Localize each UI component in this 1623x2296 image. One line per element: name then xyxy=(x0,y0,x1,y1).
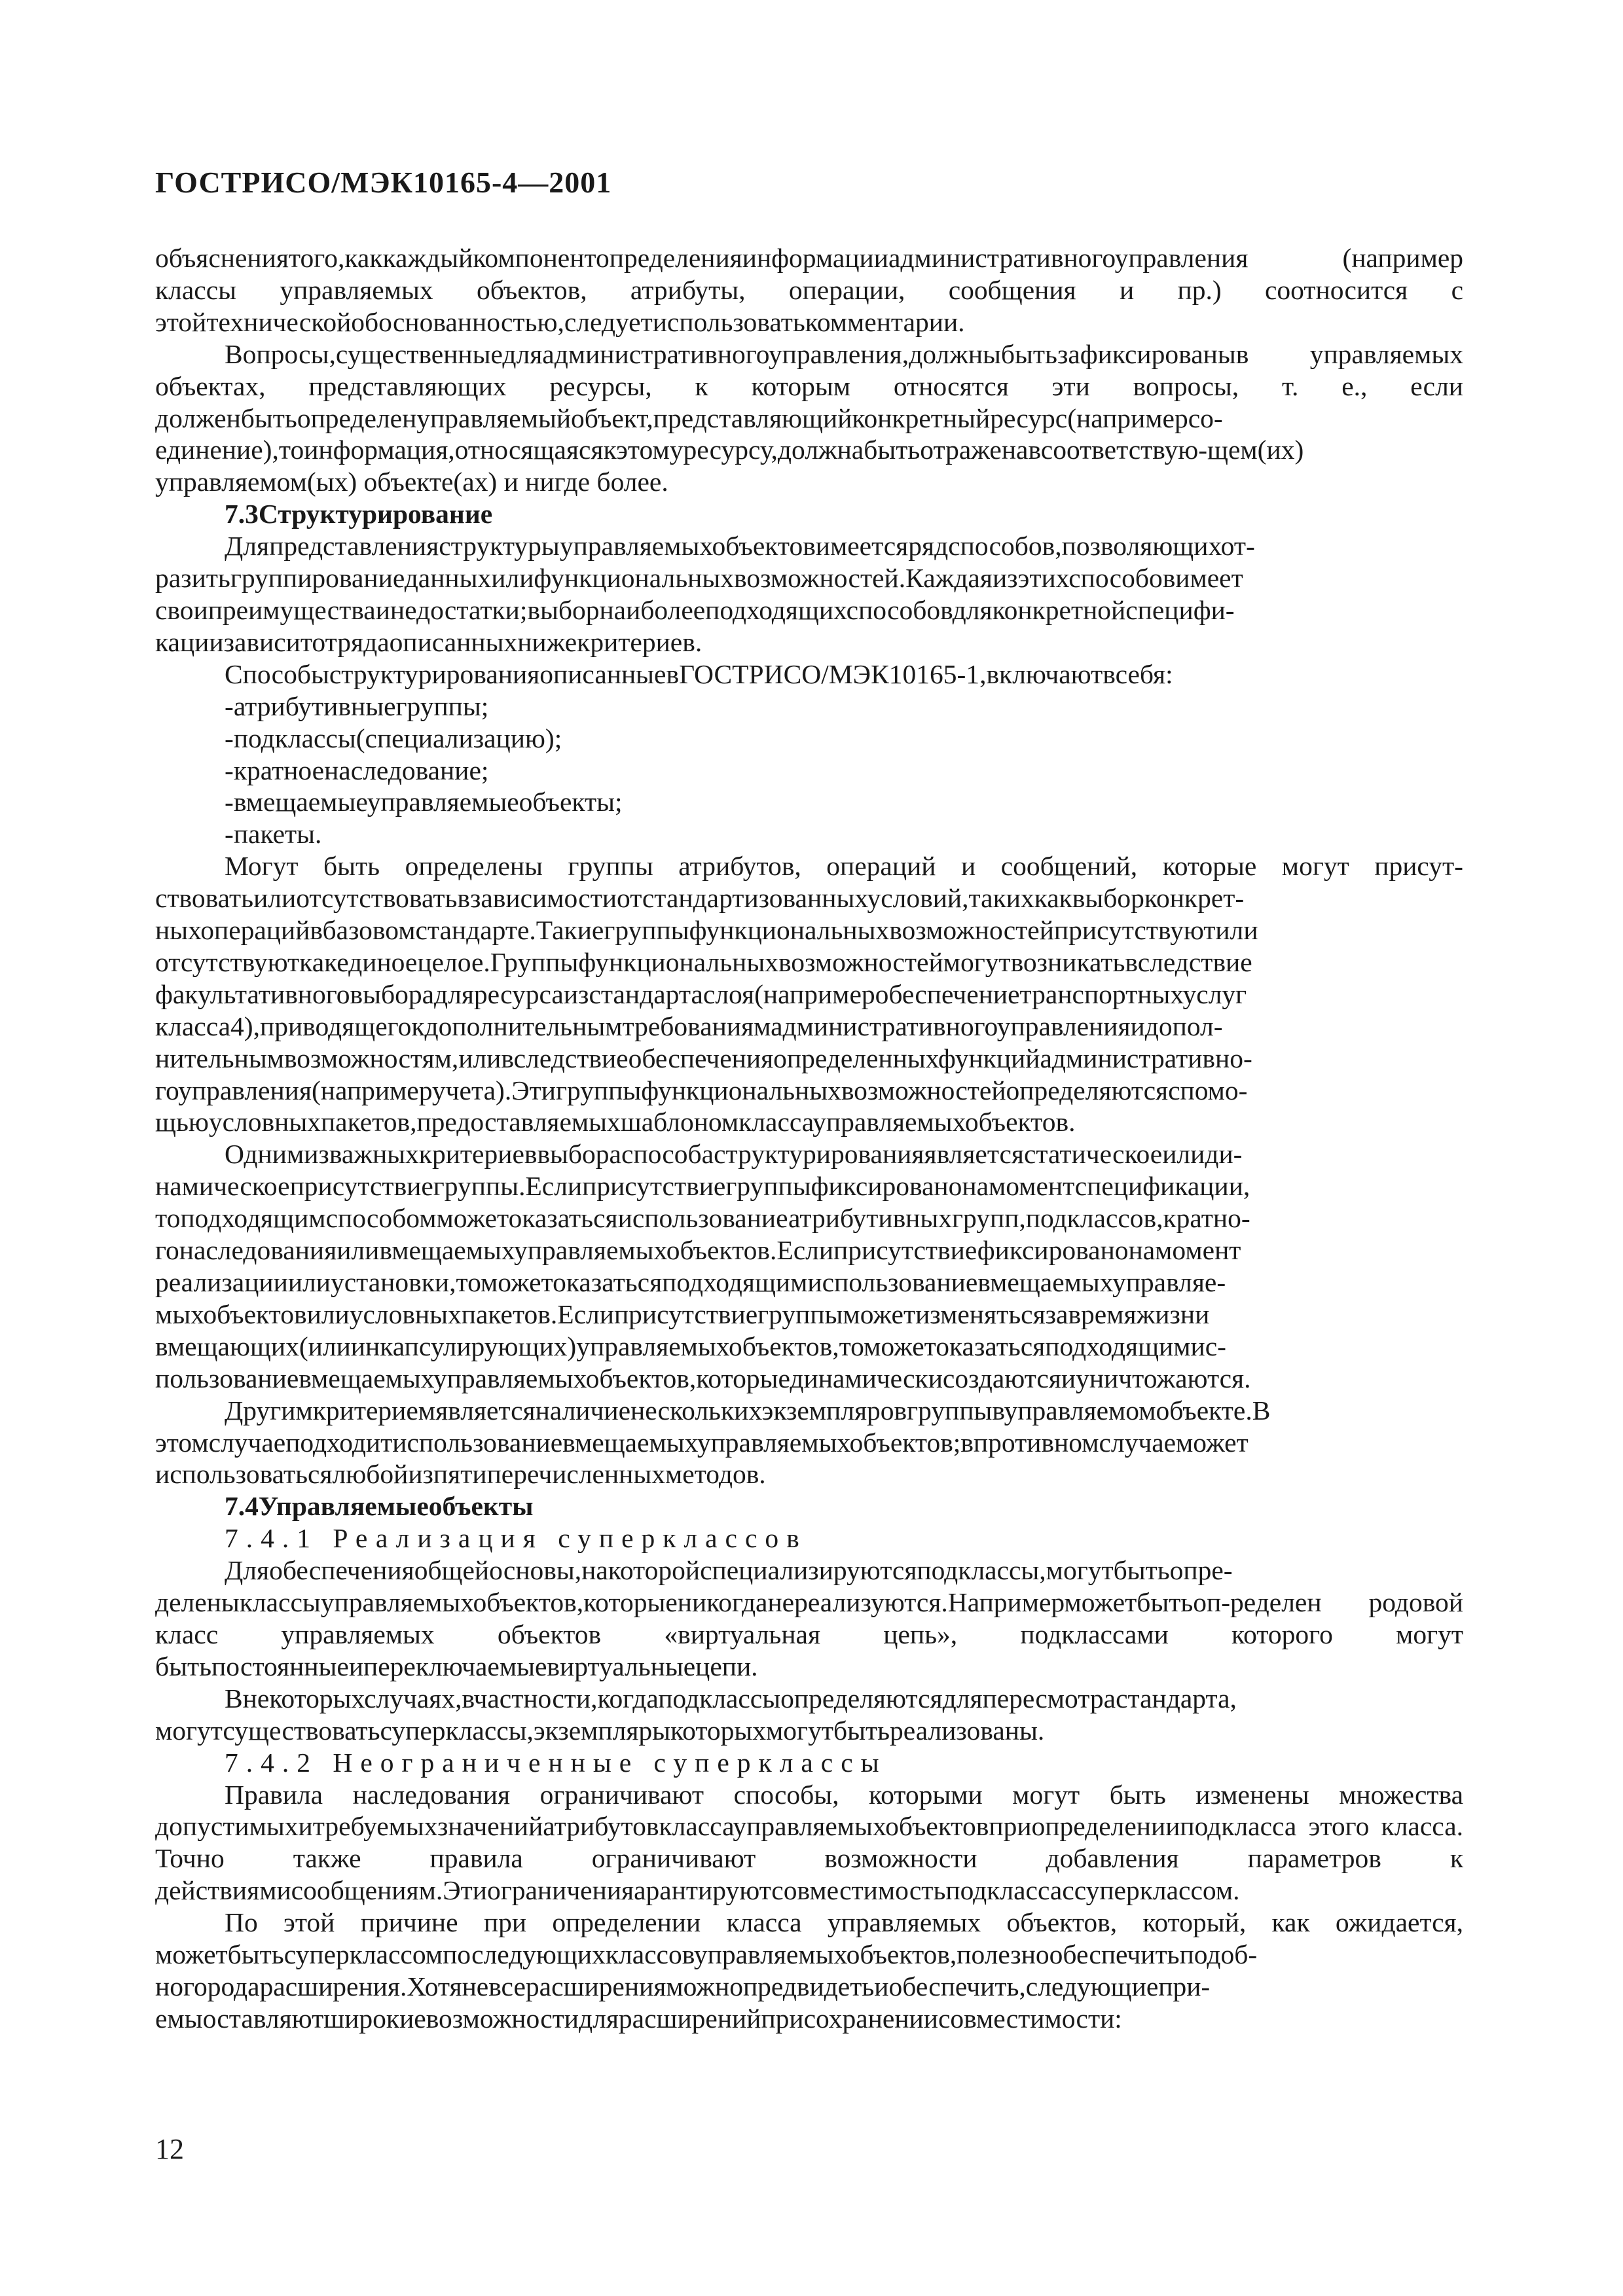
paragraph: Другимкритериемявляетсяналичиенесколькихэкземпляровгруппывуправляемомобъекте.В этомслучаеподходитиспользованиевмещаемыхуправляемыхобъектов;впротивномслучаеможет использоватьсялюбойизпятиперечисленныхметодов. xyxy=(155,1395,1271,1490)
list-item: -пакеты. xyxy=(225,819,322,850)
list-item: -атрибутивныегруппы; xyxy=(225,691,489,721)
paragraph: Вопросы,существенныедляадминистративногоуправления,должныбытьзафиксированыв управляемых объектах, представляющих ресурсы, к которым относятся эти вопросы, т. е., если долженбытьопределенуправляемыйобъект,представляющийконкретныйресурс(напримерсо-единение),тоинформация,относящаясякэтомуресурсу,должнабытьотраженавсоответствую-щем(их) управляемом(ых) объекте(ах) и нигде более. xyxy=(155,338,1463,497)
list-item: -кратноенаследование; xyxy=(225,755,489,785)
paragraph: Внекоторыхслучаях,вчастности,когдаподклассыопределяютсядляпересмотрастандарта, могутсуществоватьсуперклассы,экземплярыкоторыхмогутбытьреализованы. xyxy=(155,1683,1237,1746)
list-item: -подклассы(специализацию); xyxy=(225,723,562,753)
subsection-heading: 7.4.2 Неограниченные суперклассы xyxy=(225,1747,887,1778)
document-header: ГОСТРИСО/МЭК10165-4—2001 xyxy=(155,166,612,199)
paragraph: СпособыструктурированияописанныевГОСТРИСО/МЭК10165-1,включаютвсебя: xyxy=(225,658,1173,689)
list-item: -вмещаемыеуправляемыеобъекты; xyxy=(225,787,623,817)
paragraph: Однимизважныхкритериеввыбораспособаструктурированияявляетсястатическоеилиди-намическоеприсутствиегруппы.Еслиприсутствиегруппыфиксированонамоментспецификации, топодходящимспособомможетоказатьсяиспользованиеатрибутивныхгрупп,подклассов,кратно-гонаследованияиливмещаемыхуправляемыхобъектов.Еслиприсутствиефиксированонамомент реализацииилиустановки,томожетоказатьсяподходящимиспользованиевмещаемыхуправляе-мыхобъектовилиусловныхпакетов.Еслиприсутствиегруппыможетизменятьсязавремяжизни вмещающих(илиинкапсулирующих)управляемыхобъектов,томожетоказатьсяподходящимис-пользованиевмещаемыхуправляемыхобъектов,которыединамическисоздаютсяиуничтожаются. xyxy=(155,1139,1251,1393)
paragraph: объяснениятого,каккаждыйкомпонентопределенияинформацииадминистративногоуправления (например классы управляемых объектов, атрибуты, операции, сообщения и пр.) соотносится с этойтехническойобоснованностью,следуетиспользоватькомментарии. xyxy=(155,243,1463,337)
paragraph: Могут быть определены группы атрибутов, операций и сообщений, которые могут присут-ствоватьилиотсутствоватьвзависимостиотстандартизованныхусловий,такихкаквыборконкрет-ныхоперацийвбазовомстандарте.Такиегруппыфункциональныхвозможностейприсутствуютили отсутствуюткакединоецелое.Группыфункциональныхвозможностеймогутвозникатьвследствие факультативноговыборадляресурсаизстандартаслоя(напримеробеспечениетранспортныхуслуг класса4),приводящегокдополнительнымтребованиямадминистративногоуправленияидопол-нительнымвозможностям,иливследствиеобеспеченияопределенныхфункцийадминистративно-гоуправления(напримеручета).Этигруппыфункциональныхвозможностейопределяютсяспомо-щьюусловныхпакетов,предоставляемыхшаблономклассауправляемыхобъектов. xyxy=(155,851,1463,1138)
document-body xyxy=(155,242,1463,2035)
paragraph: Правила наследования ограничивают способы, которыми могут быть изменены множества допустимыхитребуемыхзначенийатрибутовклассауправляемыхобъектовприопределенииподкласса этого класса. Точно также правила ограничивают возможности добавления параметров к действиямисообщениям.Этиограниченияарантируютсовместимостьподклассассуперклассом. xyxy=(155,1779,1463,1906)
paragraph: По этой причине при определении класса управляемых объектов, который, как ожидается, можетбытьсуперклассомпоследующихклассовуправляемыхобъектов,полезнообеспечитьподоб-ногородарасширения.Хотяневсерасширенияможнопредвидетьиобеспечить,следующиепри-емыоставляютширокиевозможностидлярасширенийприсохранениисовместимости: xyxy=(155,1907,1463,2034)
paragraph: Дляпредставленияструктурыуправляемыхобъектовимеетсярядспособов,позволяющихот-разитьгруппированиеданныхилифункциональныхвозможностей.Каждаяизэтихспособовимеет своипреимуществаинедостатки;выборнаиболееподходящихспособовдляконкретнойспецифи-кациизависитотрядаописанныхнижекритериев. xyxy=(155,531,1255,657)
page-number: 12 xyxy=(155,2133,184,2165)
section-heading: 7.3Структурирование xyxy=(225,499,493,529)
section-heading: 7.4Управляемыеобъекты xyxy=(225,1491,534,1522)
subsection-heading: 7.4.1 Реализация суперклассов xyxy=(225,1523,807,1554)
paragraph: Дляобеспеченияобщейосновы,накоторойспециализируютсяподклассы,могутбытьопре-деленыклассыуправляемыхобъектов,которыеникогданереализуются.Напримерможетбытьоп-ределен родовой класс управляемых объектов «виртуальная цепь», подклассами которого могут бытьпостоянныеипереключаемыевиртуальныецепи. xyxy=(155,1555,1463,1681)
